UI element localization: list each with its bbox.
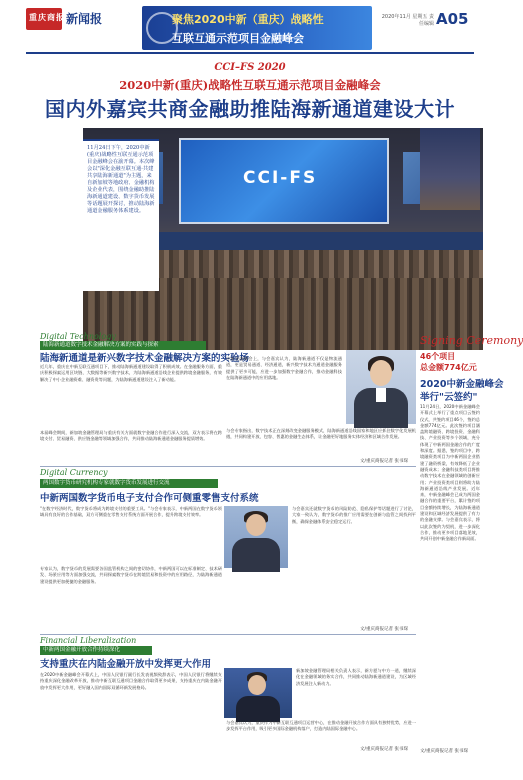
newspaper-logo xyxy=(26,8,65,30)
event-kicker: CCI–FS 2020 xyxy=(214,62,286,73)
sidebar-stat-amount: 总金额774亿元 xyxy=(420,363,477,372)
section-title-financial-liberalization xyxy=(40,656,211,670)
byline: 文/重庆商报记者 张书琛 xyxy=(360,459,408,464)
official-video-still xyxy=(224,668,292,718)
section-divider xyxy=(40,634,416,635)
byline: 文/重庆商报记者 张书琛 xyxy=(360,627,408,632)
sidebar-tag: Signing Ceremony xyxy=(420,334,523,347)
video-suit xyxy=(236,696,280,722)
article-column: 专家认为，数字货币的发展需要各国监管机构之间的密切协作，中新两国可以在标准制定、技术研发、场景应用等方面加强交流，共同探索数字货币在跨境贸易和投资中的应用路径，为陆海新通道建设提供更加便捷的金融服务。 xyxy=(40,566,222,584)
page-headline: 国内外嘉宾共商金融助推陆海新通道建设大计 xyxy=(45,97,455,121)
section-bar-financial-liberalization xyxy=(40,646,152,655)
logo-text: 重庆商报 xyxy=(29,13,65,22)
article-column: 中新金融峰会上，与会嘉宾认为，陆海新通道不仅是物流通道，更是贸易通道、经济通道，新兴数字技术为通道金融服务提供了更多可能，应进一步加强数字金融合作，推动金融科技在陆海新通道中的应用落地。 xyxy=(226,356,342,380)
masthead-divider xyxy=(26,52,474,54)
paper-name: 新闻报 xyxy=(66,12,103,26)
section-title-text: 中新两国数字货币电子支付合作可侧重零售支付系统 xyxy=(40,493,259,504)
article-column: 本届峰会期间，新加坡金融管理局与重庆有关方面就数字金融合作进行深入交流，双方表示将在跨境支付、贸易融资、供应链金融等领域加强合作，共同推动陆海新通道金融服务提质增效。 xyxy=(40,430,222,442)
section-bar-text: 两国数字货币研究机构专家就数字货币发展进行交流 xyxy=(43,480,170,486)
sidebar-article: 11月24日，2020中新金融峰会开幕式上举行了重点项目云签约仪式，共签约项目46个，签约总金额774亿元。此次签约项目涵盖跨境融资、跨境投资、金融科技、产业投资等多个领域，充分体现了中新两国金融合作的广度和深度。据悉，签约项目中，跨境融资类项目为中新两国企业搭建了融资桥梁，有效降低了企业融资成本；金融科技类项目将推动数字技术在金融领域的创新应用；产业投资类项目则将助力陆海新通道沿线产业发展。近年来，中新金融峰会已成为两国金融合作的重要平台，累计签约项目金额持续增长，为陆海新通道建设和区域经济发展提供了有力的金融支撑。与会嘉宾表示，将以此次签约为契机，进一步深化合作，推动更多项目落地见效，共同开创中新金融合作新局面。 xyxy=(420,404,480,542)
video-face xyxy=(248,675,266,695)
masthead xyxy=(0,0,500,58)
page-number: A05 xyxy=(436,10,469,28)
speaker-portrait xyxy=(346,350,416,424)
section-label-digital-technology: Digital Technology xyxy=(40,332,116,341)
section-bar-digital-currency xyxy=(40,479,218,488)
section-bar-text: 陆海新通道数字技术金融解决方案的实践与探索 xyxy=(43,342,159,348)
main-stage-screen xyxy=(179,138,389,224)
section-bar-digital-technology xyxy=(40,341,206,350)
section-label-digital-currency: Digital Currency xyxy=(40,468,108,477)
article-column: 与会嘉宾还就数字货币的风险防范、隐私保护等话题进行了讨论，大家一致认为，数字货币的推广应用需要在创新与监管之间找到平衡，确保金融体系安全稳定运行。 xyxy=(292,506,416,524)
lead-paragraph: 11月24日下午，2020中新(重庆)战略性互联互通示范项目金融峰会在渝开幕。本次峰会以"深化金融互联互通·共建共享陆海新通道"为主题，来自新加坡等地政府、金融机构及企业代表，围绕金融助推陆海新通道建设、数字货币发展等话题展开探讨，推动陆海新通道金融服务体系建设。 xyxy=(83,139,159,291)
byline: 文/重庆商报记者 张书琛 xyxy=(420,749,468,754)
speaker-video-still xyxy=(224,506,288,568)
article-column: 与会嘉宾认为，重庆作为中新互联互通项目运营中心，在推动金融开放合作方面具有独特优势，应进一步发挥平台作用，吸引更多国际金融机构落户，打造内陆国际金融中心。 xyxy=(226,720,416,732)
sidebar-stat-projects: 46个项目 xyxy=(420,352,456,361)
section-bar-text: 中新两国金融开放合作持续深化 xyxy=(43,647,121,653)
section-title-digital-technology xyxy=(40,350,249,364)
portrait-face xyxy=(370,360,392,386)
screen-logo-text: CCI-FS xyxy=(243,168,318,188)
banner-line-2: 互联互通示范项目金融峰会 xyxy=(172,32,304,45)
article-column: 近几年，重庆在中新互联互通项目下，推动陆海新通道建设取得了积极成效。在金融服务方面，重庆积极探索运用区块链、大数据等新兴数字技术，为陆海新通道沿线企业提供跨境金融服务，有效解决了中小企业融资难、融资贵等问题，为陆海新通道建设注入了新动能。 xyxy=(40,364,222,382)
sidebar-headline-2: 举行"云签约" xyxy=(420,392,478,403)
section-divider xyxy=(40,466,416,467)
portrait-collar xyxy=(376,388,386,402)
sidebar-photo xyxy=(420,128,480,210)
section-title-digital-currency xyxy=(40,490,259,504)
article-column: 新加坡金融管理局相关负责人表示，新方愿与中方一道，继续深化在金融领域的务实合作，共同推动陆海新通道建设，为区域经济发展注入新动力。 xyxy=(296,668,416,686)
article-column: 与会专家指出，数字技术正在深刻改变金融服务模式，陆海新通道沿线国家和地区应抓住数字化发展机遇，共同构建开放、包容、普惠的金融生态体系，让金融更好地服务实体经济和区域合作发展。 xyxy=(226,428,416,440)
byline: 文/重庆商报记者 张书琛 xyxy=(360,747,408,752)
video-suit xyxy=(232,538,280,572)
section-title-text: 支持重庆在内陆金融开放中发挥更大作用 xyxy=(40,659,212,670)
sidebar-headline-1: 2020中新金融峰会 xyxy=(420,379,504,390)
banner-line-1: 聚焦2020中新（重庆）战略性 xyxy=(172,13,324,26)
issue-date: 2020年11月 星期五 责任编辑 xyxy=(381,14,434,27)
article-column: 在2020中新金融峰会开幕式上，中国人民银行副行长发表视频致辞表示，中国人民银行将继续支持重庆深化金融改革开放，推动中新互联互通项目金融合作取得更多成果，支持重庆在内陆金融开放中发挥更大作用，更好融入国内国际双循环新发展格局。 xyxy=(40,672,222,690)
section-title-text: 陆海新通道是新兴数字技术金融解决方案的实验场 xyxy=(40,353,250,364)
section-label-financial-liberalization: Financial Liberalization xyxy=(40,636,137,645)
article-column: "在数字经济时代，数字货币将成为跨境支付的重要工具。"与会专家表示，中新两国在数字货币领域具有良好的合作基础，双方可侧重在零售支付系统方面开展合作，提升跨境支付效率。 xyxy=(40,506,222,518)
summit-banner xyxy=(142,6,372,50)
event-subhead: 2020中新(重庆)战略性互联互通示范项目金融峰会 xyxy=(119,78,381,92)
video-face xyxy=(246,514,266,536)
